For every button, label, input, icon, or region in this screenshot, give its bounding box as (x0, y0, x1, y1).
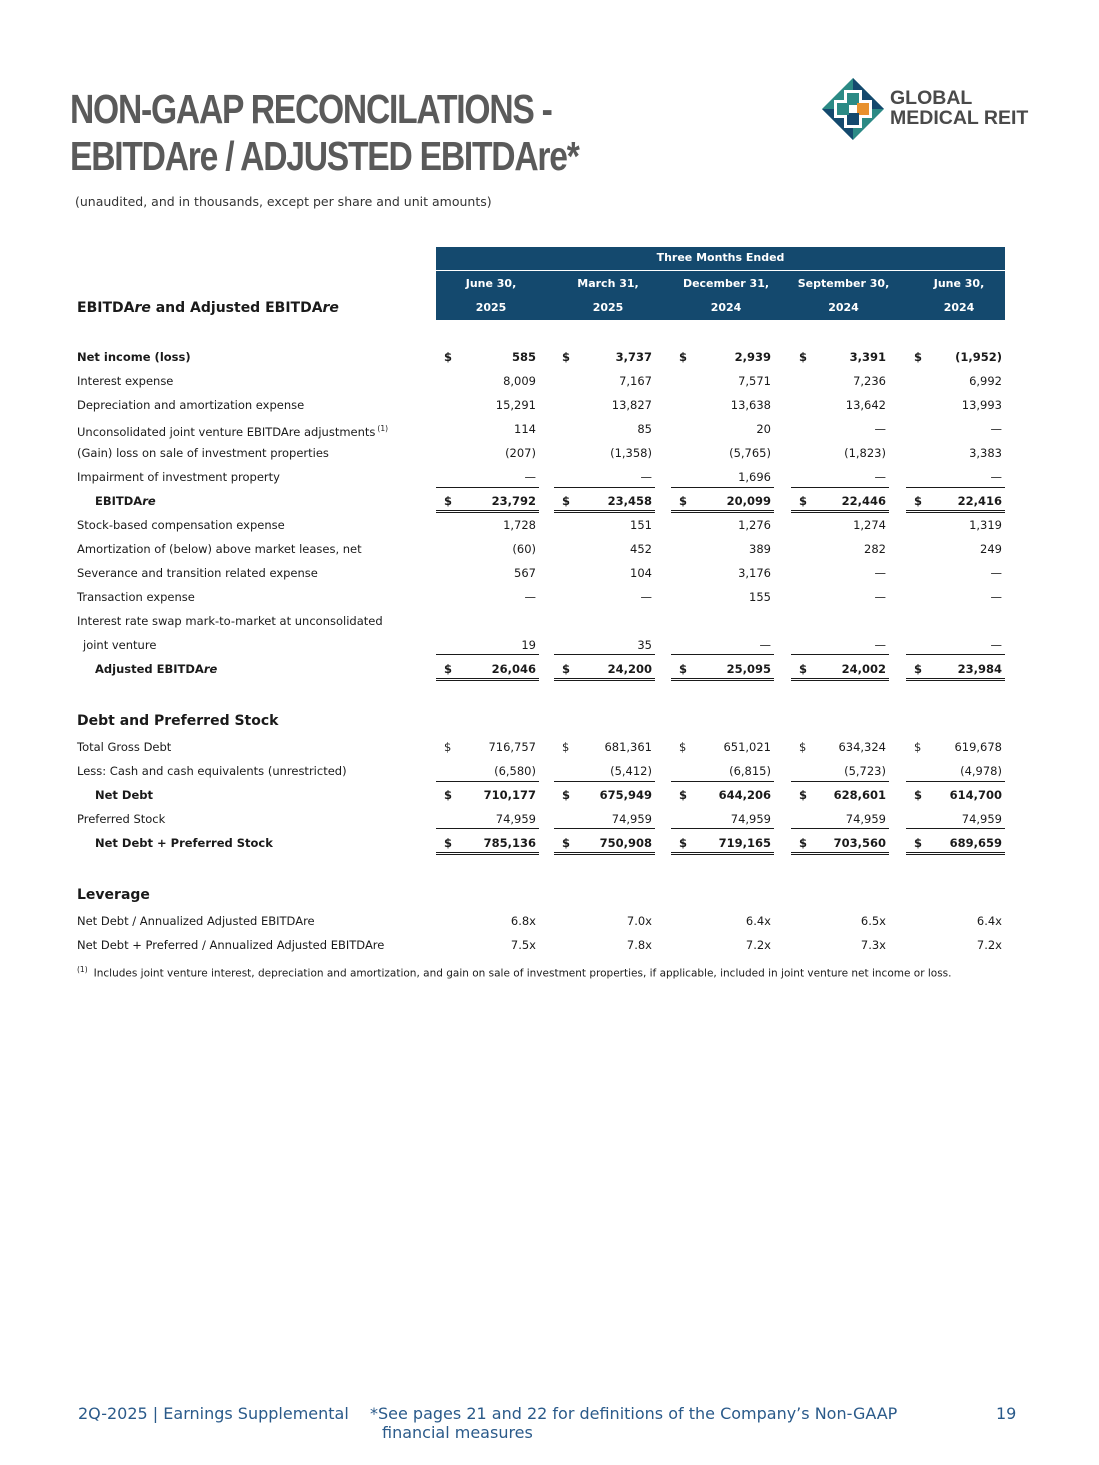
double-rule-ebitdare-5 (906, 510, 1005, 513)
ebitda-row-13-label: joint venture (83, 638, 157, 652)
debt-row-2-value-5: (4,978) (960, 764, 1002, 778)
page-number: 19 (996, 1404, 1017, 1423)
ebitda-row-10-value-4: — (874, 566, 886, 580)
ebitda-row-3-value-1: 15,291 (495, 398, 536, 412)
ebitda-row-1-dollar-5: $ (914, 350, 923, 364)
double-rule-ebitdare-1 (436, 510, 539, 513)
debt-row-5-value-2: 750,908 (599, 836, 652, 850)
ebitda-row-4-value-4: — (874, 422, 886, 436)
ebitda-row-9-value-2: 452 (630, 542, 652, 556)
ebitda-row-10-value-3: 3,176 (738, 566, 771, 580)
subtotal-rule-ebitdare-5 (906, 487, 1005, 488)
debt-row-2-value-1: (6,580) (494, 764, 536, 778)
debt-row-4-value-1: 74,959 (495, 812, 536, 826)
ebitda-row-14-label (95, 657, 217, 681)
debt-row-3-value-5: 614,700 (949, 788, 1002, 802)
ebitda-row-10-value-1: 567 (514, 566, 536, 580)
ebitda-row-1-dollar-1: $ (444, 350, 453, 364)
ebitda-row-5-value-1: (207) (505, 446, 536, 460)
ebitda-row-4-value-1: 114 (514, 422, 536, 436)
ebitda-row-1-dollar-2: $ (562, 350, 571, 364)
subtotal-rule-net-debt-5 (906, 781, 1005, 782)
debt-row-4-value-5: 74,959 (961, 812, 1002, 826)
debt-row-1-value-5: 619,678 (954, 740, 1002, 754)
period-header-2-line2: 2025 (592, 301, 624, 314)
ebitda-row-1-value-2: 3,737 (615, 350, 652, 364)
ebitda-row-11-value-3: 155 (749, 590, 771, 604)
logo-line-2: MEDICAL REIT (890, 107, 1029, 129)
debt-row-1-dollar-4: $ (799, 740, 807, 754)
ebitda-row-3-label: Depreciation and amortization expense (77, 398, 305, 412)
page-subtitle: (unaudited, and in thousands, except per share and unit amounts) (75, 194, 492, 209)
ebitda-row-7-label-text: EBITDA (95, 494, 143, 508)
ebitda-row-7-dollar-5: $ (914, 494, 923, 508)
debt-row-3-dollar-1: $ (444, 788, 453, 802)
period-header-1-line1: June 30, (465, 277, 517, 290)
ebitda-row-14-dollar-4: $ (799, 662, 808, 676)
page-title-line-2: EBITDAre / ADJUSTED EBITDAre* (70, 133, 579, 179)
debt-row-1-dollar-5: $ (914, 740, 922, 754)
ebitda-row-5-value-2: (1,358) (610, 446, 652, 460)
ebitda-row-7-value-5: 22,416 (957, 494, 1002, 508)
ebitda-row-4-value-2: 85 (637, 422, 652, 436)
period-header-2-line1: March 31, (577, 277, 639, 290)
debt-row-4-value-2: 74,959 (611, 812, 652, 826)
leverage-row-1-value-5: 6.4x (976, 914, 1002, 928)
ebitda-row-6-value-2: — (640, 470, 652, 484)
footer-note-line-1: *See pages 21 and 22 for definitions of the Company’s Non-GAAP (370, 1404, 898, 1423)
double-rule-net-debt-pref-4 (791, 852, 889, 855)
ebitda-row-14-dollar-1: $ (444, 662, 453, 676)
ebitda-row-11-value-4: — (874, 590, 886, 604)
ebitda-row-14-value-4: 24,002 (841, 662, 886, 676)
footnote-marker: (1) (77, 965, 88, 974)
ebitda-row-7-dollar-1: $ (444, 494, 453, 508)
footer-report-label: 2Q-2025 | Earnings Supplemental (78, 1404, 349, 1423)
double-rule-ebitdare-3 (671, 510, 774, 513)
ebitda-row-8-value-2: 151 (630, 518, 652, 532)
subtotal-rule-net-debt-pref-1 (436, 828, 539, 829)
subtotal-rule-adjusted-4 (791, 654, 889, 655)
ebitda-row-7-dollar-3: $ (679, 494, 688, 508)
ebitda-row-1-value-1: 585 (511, 350, 536, 364)
subtotal-rule-ebitdare-3 (671, 487, 774, 488)
ebitda-row-4-value-3: 20 (756, 422, 771, 436)
ebitda-row-13-value-3: — (759, 638, 771, 652)
subtotal-rule-net-debt-3 (671, 781, 774, 782)
ebitda-row-14-label-text: Adjusted EBITDA (95, 662, 204, 676)
leverage-row-2-value-5: 7.2x (976, 938, 1002, 952)
ebitda-row-7-label-suffix: re (142, 494, 156, 508)
debt-row-1-dollar-1: $ (444, 740, 452, 754)
leverage-row-1-value-4: 6.5x (860, 914, 886, 928)
debt-row-1-value-3: 651,021 (723, 740, 771, 754)
debt-row-5-dollar-1: $ (444, 836, 453, 850)
page-title (70, 86, 579, 180)
leverage-section-heading: Leverage (77, 887, 150, 903)
debt-row-3-value-1: 710,177 (483, 788, 536, 802)
debt-row-5-label: Net Debt + Preferred Stock (95, 836, 273, 850)
ebitda-row-6-value-5: — (990, 470, 1002, 484)
ebitda-row-2-label: Interest expense (77, 374, 174, 388)
ebitda-row-6-value-1: — (524, 470, 536, 484)
debt-row-3-value-3: 644,206 (718, 788, 771, 802)
ebitda-row-4-value-5: — (990, 422, 1002, 436)
subtotal-rule-net-debt-pref-3 (671, 828, 774, 829)
double-rule-adjusted-1 (436, 678, 539, 681)
ebitda-row-8-value-5: 1,319 (969, 518, 1002, 532)
ebitda-row-5-value-4: (1,823) (844, 446, 886, 460)
ebitda-row-4-label-text: Unconsolidated joint venture EBITDAre adjustments (77, 424, 376, 439)
ebitda-row-13-value-4: — (874, 638, 886, 652)
ebitda-row-7-value-2: 23,458 (607, 494, 652, 508)
debt-row-3-value-2: 675,949 (599, 788, 652, 802)
period-header-4-line2: 2024 (828, 301, 859, 314)
debt-row-4-value-4: 74,959 (845, 812, 886, 826)
subtotal-rule-adjusted-3 (671, 654, 774, 655)
double-rule-ebitdare-4 (791, 510, 889, 513)
debt-row-3-dollar-3: $ (679, 788, 688, 802)
ebitda-row-12-label: Interest rate swap mark-to-market at unconsolidated (77, 614, 383, 628)
leverage-row-1-value-2: 7.0x (626, 914, 652, 928)
double-rule-adjusted-3 (671, 678, 774, 681)
ebitda-row-6-label: Impairment of investment property (77, 470, 280, 484)
ebitda-row-6-value-3: 1,696 (738, 470, 771, 484)
ebitda-row-13-value-1: 19 (521, 638, 536, 652)
period-header-3-line1: December 31, (682, 277, 770, 290)
subtotal-rule-adjusted-5 (906, 654, 1005, 655)
subtotal-rule-adjusted-1 (436, 654, 539, 655)
double-rule-adjusted-4 (791, 678, 889, 681)
leverage-row-1-value-3: 6.4x (745, 914, 771, 928)
ebitda-row-7-value-1: 23,792 (491, 494, 536, 508)
ebitda-row-7-dollar-4: $ (799, 494, 808, 508)
subtotal-rule-ebitdare-2 (554, 487, 655, 488)
ebitda-row-14-value-3: 25,095 (726, 662, 771, 676)
debt-row-1-label: Total Gross Debt (77, 740, 172, 754)
double-rule-net-debt-pref-5 (906, 852, 1005, 855)
ebitda-row-11-value-1: — (524, 590, 536, 604)
double-rule-net-debt-pref-3 (671, 852, 774, 855)
debt-row-5-value-1: 785,136 (483, 836, 536, 850)
double-rule-ebitdare-2 (554, 510, 655, 513)
ebitda-row-14-dollar-3: $ (679, 662, 688, 676)
subtotal-rule-net-debt-pref-2 (554, 828, 655, 829)
ebitda-row-10-value-2: 104 (630, 566, 652, 580)
debt-row-5-dollar-4: $ (799, 836, 808, 850)
logo-line-1: GLOBAL (890, 87, 973, 109)
leverage-row-2-label: Net Debt + Preferred / Annualized Adjusted EBITDAre (77, 938, 385, 952)
ebitda-row-5-label: (Gain) loss on sale of investment properties (77, 446, 329, 460)
header-divider (436, 270, 1005, 271)
debt-row-5-value-5: 689,659 (949, 836, 1002, 850)
period-header-5-line1: June 30, (933, 277, 985, 290)
leverage-row-2-value-3: 7.2x (745, 938, 771, 952)
ebitda-row-14-label-suffix: re (203, 662, 218, 676)
three-months-ended-header: Three Months Ended (656, 251, 785, 264)
ebitda-row-4-footnote-ref: (1) (377, 424, 389, 433)
debt-row-1-dollar-3: $ (679, 740, 687, 754)
ebitda-row-8-label: Stock-based compensation expense (77, 518, 285, 532)
ebitda-row-2-value-3: 7,571 (738, 374, 771, 388)
debt-row-4-value-3: 74,959 (730, 812, 771, 826)
ebitda-row-8-value-3: 1,276 (738, 518, 771, 532)
ebitda-row-14-dollar-5: $ (914, 662, 923, 676)
ebitda-row-1-label: Net income (loss) (77, 350, 191, 364)
double-rule-adjusted-2 (554, 678, 655, 681)
period-header-4-line1: September 30, (797, 277, 890, 290)
ebitda-row-9-value-4: 282 (864, 542, 886, 556)
ebitda-row-3-value-5: 13,993 (961, 398, 1002, 412)
footnote-text: Includes joint venture interest, depreciation and amortization, and gain on sale of investment properties, if applicable, included in joint venture net income or loss. (93, 967, 952, 980)
footnote (77, 965, 951, 980)
footer-note (370, 1404, 897, 1442)
debt-row-3-dollar-5: $ (914, 788, 923, 802)
ebitda-row-8-value-4: 1,274 (853, 518, 886, 532)
ebitda-row-1-dollar-3: $ (679, 350, 688, 364)
period-header-5-line2: 2024 (943, 301, 975, 314)
ebitda-row-9-label: Amortization of (below) above market leases, net (77, 542, 362, 556)
subtotal-rule-ebitdare-1 (436, 487, 539, 488)
debt-row-5-dollar-5: $ (914, 836, 923, 850)
debt-row-2-value-2: (5,412) (610, 764, 652, 778)
leverage-row-1-value-1: 6.8x (510, 914, 536, 928)
double-rule-net-debt-pref-2 (554, 852, 655, 855)
debt-section-heading: Debt and Preferred Stock (77, 713, 279, 729)
debt-row-1-dollar-2: $ (562, 740, 570, 754)
subtotal-rule-net-debt-4 (791, 781, 889, 782)
leverage-row-1-label: Net Debt / Annualized Adjusted EBITDAre (77, 914, 315, 928)
debt-row-5-dollar-2: $ (562, 836, 571, 850)
ebitda-row-1-dollar-4: $ (799, 350, 808, 364)
ebitda-row-7-dollar-2: $ (562, 494, 571, 508)
debt-row-3-dollar-2: $ (562, 788, 571, 802)
ebitda-row-9-value-3: 389 (749, 542, 771, 556)
subtotal-rule-net-debt-pref-5 (906, 828, 1005, 829)
ebitda-row-2-value-1: 8,009 (503, 374, 536, 388)
ebitda-row-5-value-5: 3,383 (969, 446, 1002, 460)
logo-wordmark (890, 88, 1028, 128)
period-header-3-line2: 2024 (710, 301, 742, 314)
debt-row-5-value-3: 719,165 (718, 836, 771, 850)
period-header-1-line2: 2025 (475, 301, 507, 314)
ebitda-row-13-value-5: — (990, 638, 1002, 652)
subtotal-rule-adjusted-2 (554, 654, 655, 655)
debt-row-2-label: Less: Cash and cash equivalents (unrestricted) (77, 764, 347, 778)
ebitda-row-10-value-5: — (990, 566, 1002, 580)
debt-row-1-value-1: 716,757 (488, 740, 536, 754)
footer-note-line-2: financial measures (382, 1423, 533, 1442)
ebitda-row-14-dollar-2: $ (562, 662, 571, 676)
debt-row-5-value-4: 703,560 (833, 836, 886, 850)
ebitda-row-11-value-5: — (990, 590, 1002, 604)
debt-row-3-value-4: 628,601 (833, 788, 886, 802)
subtotal-rule-net-debt-2 (554, 781, 655, 782)
ebitda-row-10-label: Severance and transition related expense (77, 566, 318, 580)
debt-row-1-value-4: 634,324 (838, 740, 886, 754)
debt-row-2-value-3: (6,815) (729, 764, 771, 778)
ebitda-row-3-value-4: 13,642 (845, 398, 886, 412)
ebitda-row-1-value-3: 2,939 (734, 350, 771, 364)
ebitda-row-2-value-5: 6,992 (969, 374, 1002, 388)
leverage-row-2-value-1: 7.5x (510, 938, 536, 952)
global-medical-reit-logo (820, 76, 1029, 142)
ebitda-row-1-value-5: (1,952) (955, 350, 1002, 364)
ebitda-row-6-value-4: — (874, 470, 886, 484)
ebitda-row-3-value-2: 13,827 (611, 398, 652, 412)
debt-row-5-dollar-3: $ (679, 836, 688, 850)
ebitda-row-4-label (77, 417, 388, 444)
ebitda-row-11-value-2: — (640, 590, 652, 604)
ebitda-row-8-value-1: 1,728 (503, 518, 536, 532)
ebitda-row-13-value-2: 35 (637, 638, 652, 652)
ebitda-row-14-value-5: 23,984 (957, 662, 1002, 676)
debt-row-2-value-4: (5,723) (844, 764, 886, 778)
double-rule-adjusted-5 (906, 678, 1005, 681)
ebitda-row-1-value-4: 3,391 (849, 350, 886, 364)
subtotal-rule-ebitdare-4 (791, 487, 889, 488)
ebitda-row-7-value-4: 22,446 (841, 494, 886, 508)
double-rule-net-debt-pref-1 (436, 852, 539, 855)
subtotal-rule-net-debt-pref-4 (791, 828, 889, 829)
debt-row-1-value-2: 681,361 (604, 740, 652, 754)
debt-row-3-label: Net Debt (95, 788, 153, 802)
page-title-line-1: NON-GAAP RECONCILATIONS - (70, 86, 552, 132)
leverage-row-2-value-4: 7.3x (860, 938, 886, 952)
ebitda-row-2-value-4: 7,236 (853, 374, 886, 388)
ebitda-row-7-label (95, 489, 156, 513)
ebitda-row-7-value-3: 20,099 (726, 494, 771, 508)
debt-row-3-dollar-4: $ (799, 788, 808, 802)
ebitda-row-11-label: Transaction expense (77, 590, 195, 604)
ebitda-row-2-value-2: 7,167 (619, 374, 652, 388)
ebitda-row-9-value-5: 249 (980, 542, 1002, 556)
ebitda-row-14-value-1: 26,046 (491, 662, 536, 676)
ebitda-row-5-value-3: (5,765) (729, 446, 771, 460)
debt-row-4-label: Preferred Stock (77, 812, 166, 826)
ebitda-row-3-value-3: 13,638 (730, 398, 771, 412)
cross-logo-icon (820, 76, 886, 142)
ebitdare-section-heading: EBITDAre and Adjusted EBITDAre (77, 300, 339, 316)
subtotal-rule-net-debt-1 (436, 781, 539, 782)
leverage-row-2-value-2: 7.8x (626, 938, 652, 952)
ebitda-row-14-value-2: 24,200 (607, 662, 652, 676)
ebitda-row-9-value-1: (60) (512, 542, 536, 556)
